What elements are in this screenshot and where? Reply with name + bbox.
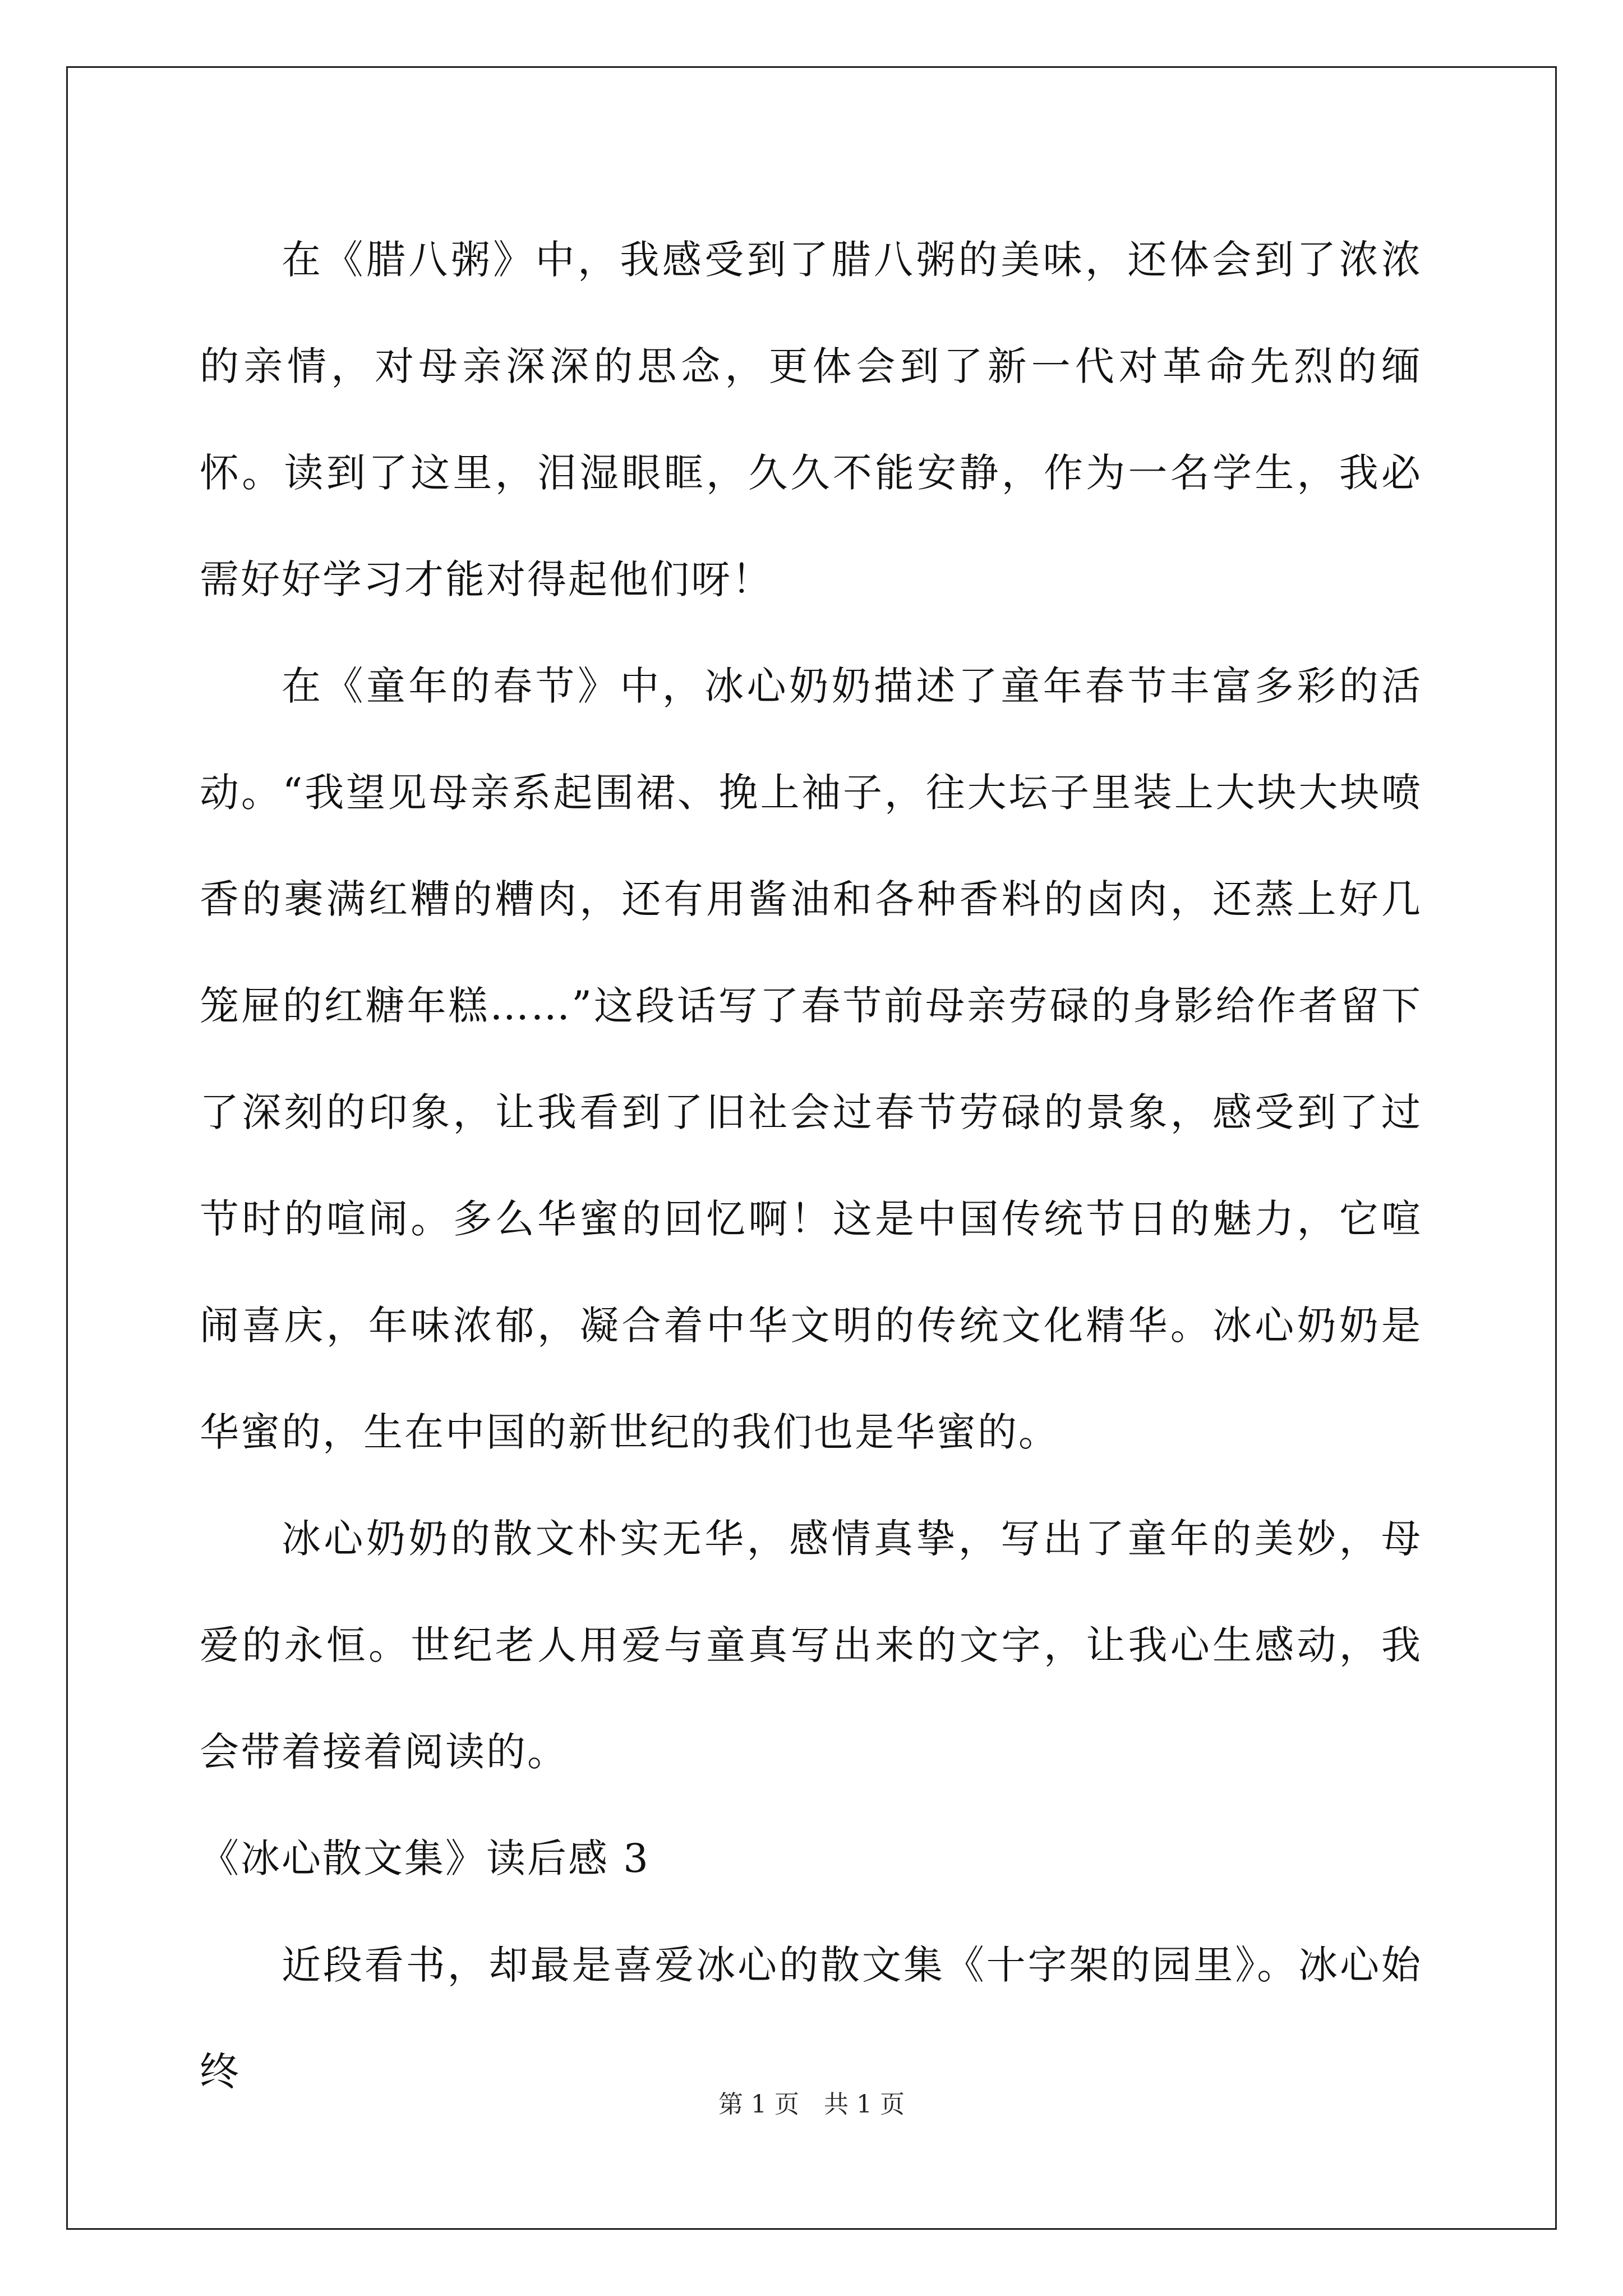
paragraph-laba-porridge: 在《腊八粥》中，我感受到了腊八粥的美味，还体会到了浓浓的亲情，对母亲深深的思念，更体会到了新一代对革命先烈的缅怀。读到了这里，泪湿眼眶，久久不能安静，作为一名学生，我必需好好学习才能对得起他们呀！ xyxy=(200,237,1422,602)
paragraph-prose-summary: 冰心奶奶的散文朴实无华，感情真挚，写出了童年的美妙，母爱的永恒。世纪老人用爱与童真写出来的文字，让我心生感动，我会带着接着阅读的。 xyxy=(200,1516,1422,1775)
document-body xyxy=(200,206,1422,2125)
page-footer: 第 1 页 共 1 页 xyxy=(718,2090,905,2119)
paragraph-recent-reading: 近段看书，却最是喜爱冰心的散文集《十字架的园里》。冰心始终 xyxy=(200,1942,1422,2095)
section-heading: 《冰心散文集》读后感 3 xyxy=(200,1835,650,1881)
paragraph-childhood-spring-festival: 在《童年的春节》中，冰心奶奶描述了童年春节丰富多彩的活动。“我望见母亲系起围裙、挽上袖子，往大坛子里装上大块大块喷香的裹满红糟的糟肉，还有用酱油和各种香料的卤肉，还蒸上好几笼屉的红糖年糕……”这段话写了春节前母亲劳碌的身影给作者留下了深刻的印象，让我看到了旧社会过春节劳碌的景象，感受到了过节时的喧闹。多么华蜜的回忆啊！这是中国传统节日的魅力，它喧闹喜庆，年味浓郁，凝合着中华文明的传统文化精华。冰心奶奶是华蜜的，生在中国的新世纪的我们也是华蜜的。 xyxy=(200,663,1422,1455)
